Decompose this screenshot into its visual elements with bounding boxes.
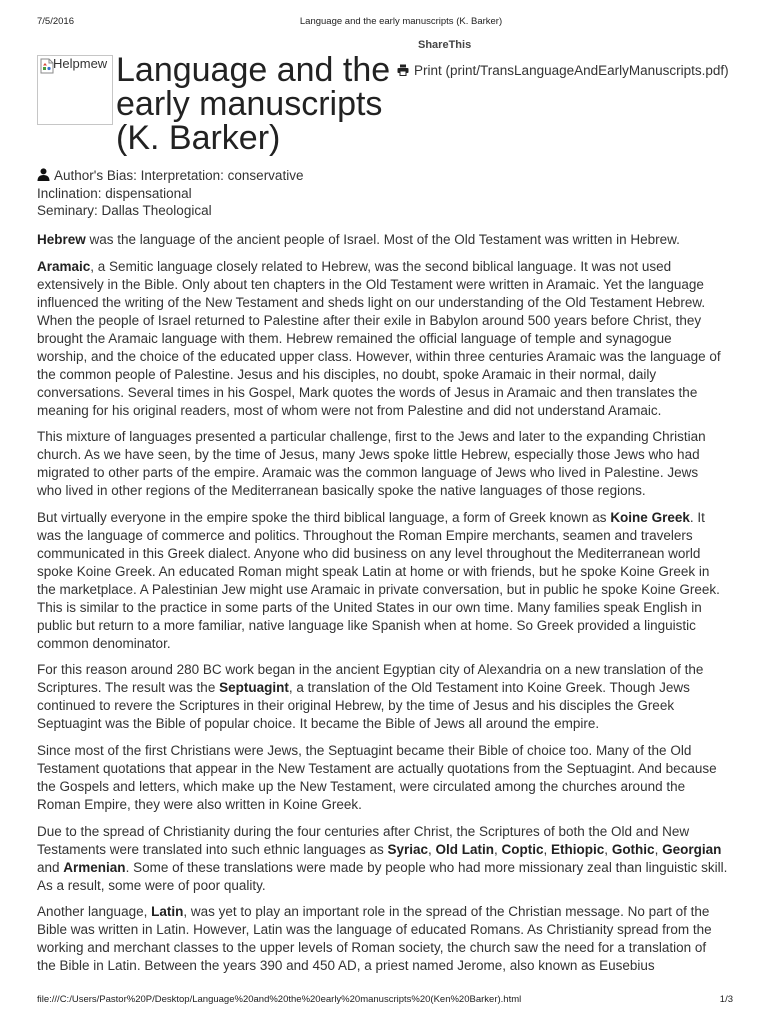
print-link-url[interactable]: (print/TransLanguageAndEarlyManuscripts.pdf) [445,63,729,78]
print-footer-url: file:///C:/Users/Pastor%20P/Desktop/Language%20and%20the%20early%20manuscripts%20(Ken%20Barker).html [37,994,522,1005]
bold-term: Koine Greek [610,509,690,525]
inclination: Inclination: dispensational [37,185,192,201]
paragraph-text: But virtually everyone in the empire spoke the third biblical language, a form of Greek known as [37,509,611,525]
paragraph-text: , [428,841,436,857]
paragraph-text: Since most of the first Christians were Jews, the Septuagint became their Bible of choice too. Many of the Old Testament quotations that appear in the New Testament are actually quotations from the Septuagint. And because the Gospels and letters, which make up the New Testament, were circulated among the churches around the Roman Empire, they were also written in Koine Greek. [37,742,717,812]
bold-term: Syriac [387,841,428,857]
print-header-date: 7/5/2016 [37,16,74,27]
article-paragraph [37,509,757,653]
article-paragraph [37,742,757,814]
print-header-title: Language and the early manuscripts (K. Barker) [299,16,503,27]
bold-term: Georgian [662,841,722,857]
printer-icon[interactable] [397,64,409,76]
paragraph-text: For this reason around 280 BC work began in the ancient Egyptian city of Alexandria on a new translation of the Scriptures. The result was the [37,662,704,696]
bold-term: Septuagint [219,680,289,696]
paragraph-text: This mixture of languages presented a particular challenge, first to the Jews and later to the expanding Christian church. As we have seen, by the time of Jesus, many Jews spoke little Hebrew, especially those Jews who had migrated to other parts of the empire. Aramaic was the common language of Jews who lived in Palestine. Jews who lived in other regions of the Mediterranean basically spoke the native languages of those regions. [37,429,706,499]
print-link-label[interactable]: Print [414,63,442,78]
paragraph-text: , [654,841,663,857]
paragraph-text: . Some of these translations were made by people who had more missionary zeal than linguistic skill. As a result, some were of poor quality. [37,859,728,893]
paragraph-text: , [543,841,552,857]
paragraph-text: , was yet to play an important role in the spread of the Christian message. No part of the Bible was written in Latin. However, Latin was the language of educated Romans. As Christianity spread from the working and merchant classes to the upper levels of Roman society, the church saw the need for a translation of the Bible in Latin. Between the years 390 and 450 AD, a priest named Jerome, also known as Eusebius [37,904,712,974]
author-info [37,167,303,220]
bold-term: Coptic [501,841,544,857]
article-title: Language and the early manuscripts (K. Barker) [116,51,391,157]
user-icon [37,168,50,181]
article-paragraph [37,231,757,249]
paragraph-text: , [494,841,502,857]
bold-term: Ethiopic [551,841,605,857]
author-bias-line [37,167,303,185]
paragraph-text: , a translation of the Old Testament into Koine Greek. Though Jews continued to revere the Scriptures in their original Hebrew, by the time of Jesus and his disciples the Greek Septuagint was the Bible of popular choice. It became the Bible of Jews all around the empire. [37,680,690,732]
print-link[interactable] [397,62,729,80]
bold-term: Armenian [63,859,126,875]
share-this-button[interactable]: ShareThis [418,39,472,51]
paragraph-text: , a Semitic language closely related to Hebrew, was the second biblical language. It was not used extensively in the Bible. Only about ten chapters in the Old Testament were written in Aramaic. Yet the language influenced the writing of the New Testament and sheds light on our understanding of the Old Testament Hebrew. When the people of Israel returned to Palestine after their exile in Babylon around 500 years before Christ, they brought the Aramaic language with them. Hebrew remained the official language of temple and synagogue worship, and the choice of the educated upper class. However, within three centuries Aramaic was the language of the common people of Palestine. Jesus and his disciples, no doubt, spoke Aramaic in their normal, daily conversations. Several times in his Gospel, Mark quotes the words of Jesus in Aramaic and then translates the meaning for his original readers, most of whom were not from Palestine and did not understand Aramaic. [37,258,721,418]
site-logo-image [37,55,113,125]
paragraph-text: Another language, [37,904,152,920]
seminary: Seminary: Dallas Theological [37,203,212,218]
paragraph-text: , [604,841,612,857]
bold-term: Old Latin [435,841,495,857]
article-paragraph [37,903,757,975]
article-paragraph [37,823,757,895]
image-alt-text: Helpmew [53,56,108,71]
article-paragraph [37,428,757,500]
author-bias: Author's Bias: Interpretation: conservative [54,168,304,183]
paragraph-text: Due to the spread of Christianity during the four centuries after Christ, the Scriptures of both the Old and New Testaments were translated into such ethnic languages as [37,823,690,857]
paragraph-text: . It was the language of commerce and politics. Throughout the Roman Empire merchants, seamen and travelers communicated in this Greek dialect. Anyone who did business on any level throughout the Mediterranean world spoke Koine Greek. An educated Roman might speak Latin at home or with friends, but he spoke Koine Greek in the marketplace. A Palestinian Jew might use Aramaic in private conversation, but in public he spoke Koine Greek. This is similar to the practice in some parts of the United States in our own time. Many families speak English in public but return to a more familiar, native language like Spanish when at home. So Greek provided a linguistic common denominator. [37,509,720,651]
paragraph-text: was the language of the ancient people of Israel. Most of the Old Testament was written in Hebrew. [85,232,680,247]
article-paragraph [37,258,757,420]
broken-image-icon [40,58,54,74]
bold-term: Hebrew [37,232,86,247]
bold-term: Gothic [611,841,655,857]
article-body [37,231,757,984]
print-footer-page-number: 1/3 [719,994,733,1005]
paragraph-text: and [37,859,60,875]
bold-term: Latin [151,904,184,920]
bold-term: Aramaic [37,258,91,274]
article-paragraph [37,661,757,733]
